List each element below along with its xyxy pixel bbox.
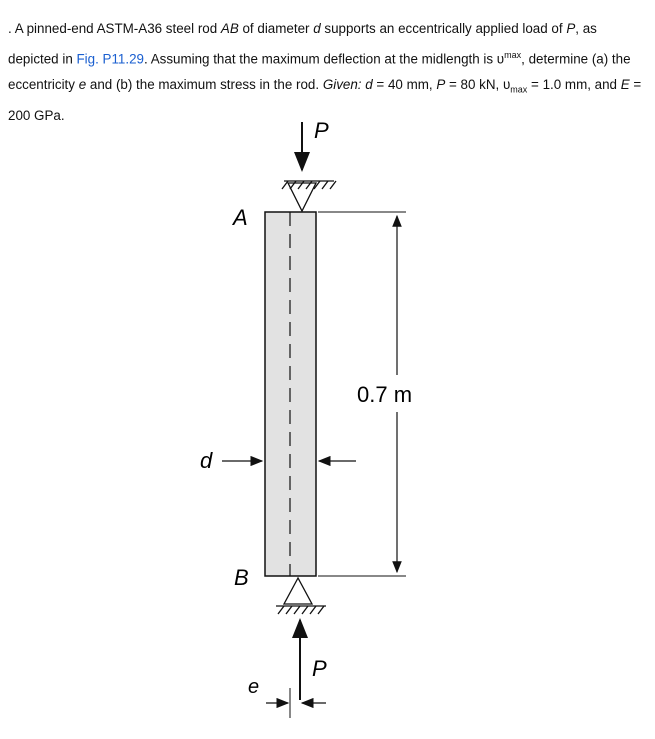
length-label: 0.7 m: [357, 382, 413, 407]
top-pin-support: [282, 181, 336, 211]
end-b-label: B: [234, 565, 249, 590]
problem-statement: . A pinned-end ASTM-A36 steel rod AB of diameter d supports an eccentrically applied load of P, as depicted in Fig. P11.29. Assuming that the maximum deflection at the midlength is $\upsilon^{max}$, determine (a) the eccentricity e and (b) the maximum stress in the rod. Given: d = 40 mm, P = 80 kN, $\upsilon_{max} = 1.0$ mm, and E = 200 GPa.: [8, 21, 642, 124]
figure-link[interactable]: Fig. P11.29: [76, 51, 144, 67]
end-a-label: A: [233, 205, 248, 230]
top-load-label: P: [314, 118, 329, 143]
eccentricity-label: e: [248, 676, 260, 698]
diameter-label: d: [200, 448, 213, 473]
bottom-pin-support: [276, 578, 326, 614]
bottom-load-label: P: [312, 656, 327, 681]
